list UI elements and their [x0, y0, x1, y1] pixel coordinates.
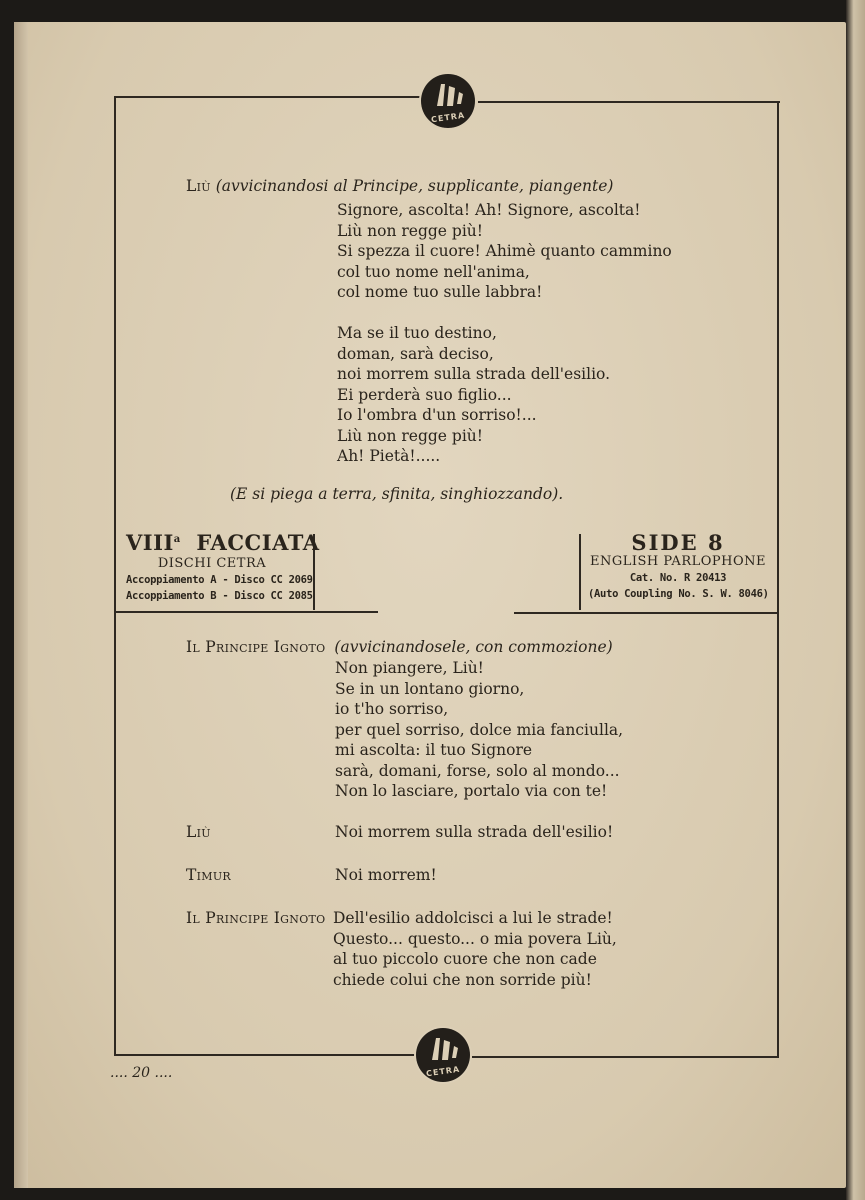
- verse-line: Dell'esilio addolcisci a lui le strade!: [333, 909, 613, 927]
- page-edge: [14, 22, 28, 1188]
- block1-speaker-line: [186, 637, 613, 658]
- speaker-name: Liù: [186, 177, 211, 195]
- side-subtitle-en: ENGLISH PARLOPHONE: [589, 554, 767, 569]
- verse-line: col nome tuo sulle labbra!: [337, 283, 543, 301]
- adjacent-page-edge: [846, 0, 865, 1200]
- auto-coupling: (Auto Coupling No. S. W. 8046): [588, 588, 769, 600]
- frame-bottom-right: [472, 1056, 779, 1058]
- cetra-logo-bottom: [416, 1028, 470, 1082]
- side-header-right: [588, 530, 768, 602]
- closing-stage-direction: (E si piega a terra, sfinita, singhiozzando).: [230, 485, 564, 503]
- verse-line: noi morrem sulla strada dell'esilio.: [337, 365, 611, 383]
- frame-right: [777, 101, 779, 1056]
- frame-left: [114, 96, 116, 1056]
- divider-left: [114, 611, 378, 613]
- block2-speaker: Liù: [186, 823, 211, 841]
- verse-line: Ma se il tuo destino,: [337, 324, 497, 342]
- cetra-logo-top: [421, 74, 475, 128]
- header-right-rule: [579, 534, 581, 610]
- side-title-sup: a: [173, 534, 181, 545]
- catalog-number: Cat. No. R 20413: [629, 572, 727, 584]
- block1-verse: [335, 658, 623, 802]
- block2-line: Noi morrem sulla strada dell'esilio!: [335, 823, 614, 841]
- stage-direction: (avvicinandosi al Principe, supplicante, piangente): [215, 177, 614, 195]
- verse-line: Non lo lasciare, portalo via con te!: [335, 782, 608, 800]
- top-speaker-line: [186, 176, 613, 197]
- verse-line: mi ascolta: il tuo Signore: [335, 741, 533, 759]
- coupling-b: Accoppiamento B - Disco CC 2085: [126, 590, 313, 602]
- verse-line: Io l'ombra d'un sorriso!...: [337, 406, 537, 424]
- verse-line: Si spezza il cuore! Ahimè quanto cammino: [337, 242, 672, 260]
- verse-line: Ah! Pietà!.....: [337, 447, 441, 465]
- block3-line: Noi morrem!: [335, 866, 437, 884]
- top-stanza-2: [337, 323, 610, 467]
- block4-verse: [333, 908, 617, 990]
- side-subtitle: DISCHI CETRA: [157, 556, 267, 571]
- verse-line: sarà, domani, forse, solo al mondo...: [335, 761, 620, 780]
- frame-bottom-left: [114, 1054, 416, 1056]
- page-sheet: [14, 22, 846, 1188]
- page-number: .... 20 ....: [110, 1065, 173, 1081]
- logo-text: CETRA: [430, 110, 466, 125]
- divider-right: [514, 612, 778, 614]
- verse-line: Ei perderà suo figlio...: [337, 385, 512, 404]
- side-title-numeral: VIII: [126, 530, 174, 555]
- top-stanza-1: [337, 200, 672, 303]
- frame-top-left: [116, 96, 420, 98]
- verse-line: per quel sorriso, dolce mia fanciulla,: [335, 720, 624, 739]
- block3-speaker: Timur: [186, 866, 231, 884]
- verse-line: Non piangere, Liù!: [335, 659, 484, 677]
- speaker-name: Il Principe Ignoto: [186, 638, 326, 656]
- verse-line: chiede colui che non sorride più!: [333, 970, 592, 989]
- verse-line: Signore, ascolta! Ah! Signore, ascolta!: [337, 201, 641, 219]
- verse-line: io t'ho sorriso,: [335, 700, 449, 718]
- frame-top-right: [478, 101, 780, 103]
- cetra-emblem-icon: [431, 80, 465, 108]
- block4-speaker: Il Principe Ignoto: [186, 909, 326, 927]
- verse-line: col tuo nome nell'anima,: [337, 262, 530, 281]
- cetra-emblem-icon: [426, 1034, 460, 1062]
- logo-text: CETRA: [425, 1064, 461, 1079]
- side-title-word: FACCIATA: [196, 530, 320, 555]
- side-title-en: SIDE 8: [631, 530, 725, 555]
- coupling-a: Accoppiamento A - Disco CC 2069: [126, 574, 313, 586]
- stage-direction: (avvicinandosele, con commozione): [334, 638, 613, 656]
- side-header-left: [126, 530, 320, 604]
- verse-line: Liù non regge più!: [337, 426, 484, 445]
- side-title: [126, 530, 320, 555]
- verse-line: Questo... questo... o mia povera Liù,: [333, 929, 617, 948]
- verse-line: al tuo piccolo cuore che non cade: [333, 950, 597, 968]
- verse-line: Se in un lontano giorno,: [335, 679, 525, 698]
- verse-line: Liù non regge più!: [337, 221, 484, 240]
- verse-line: doman, sarà deciso,: [337, 344, 494, 363]
